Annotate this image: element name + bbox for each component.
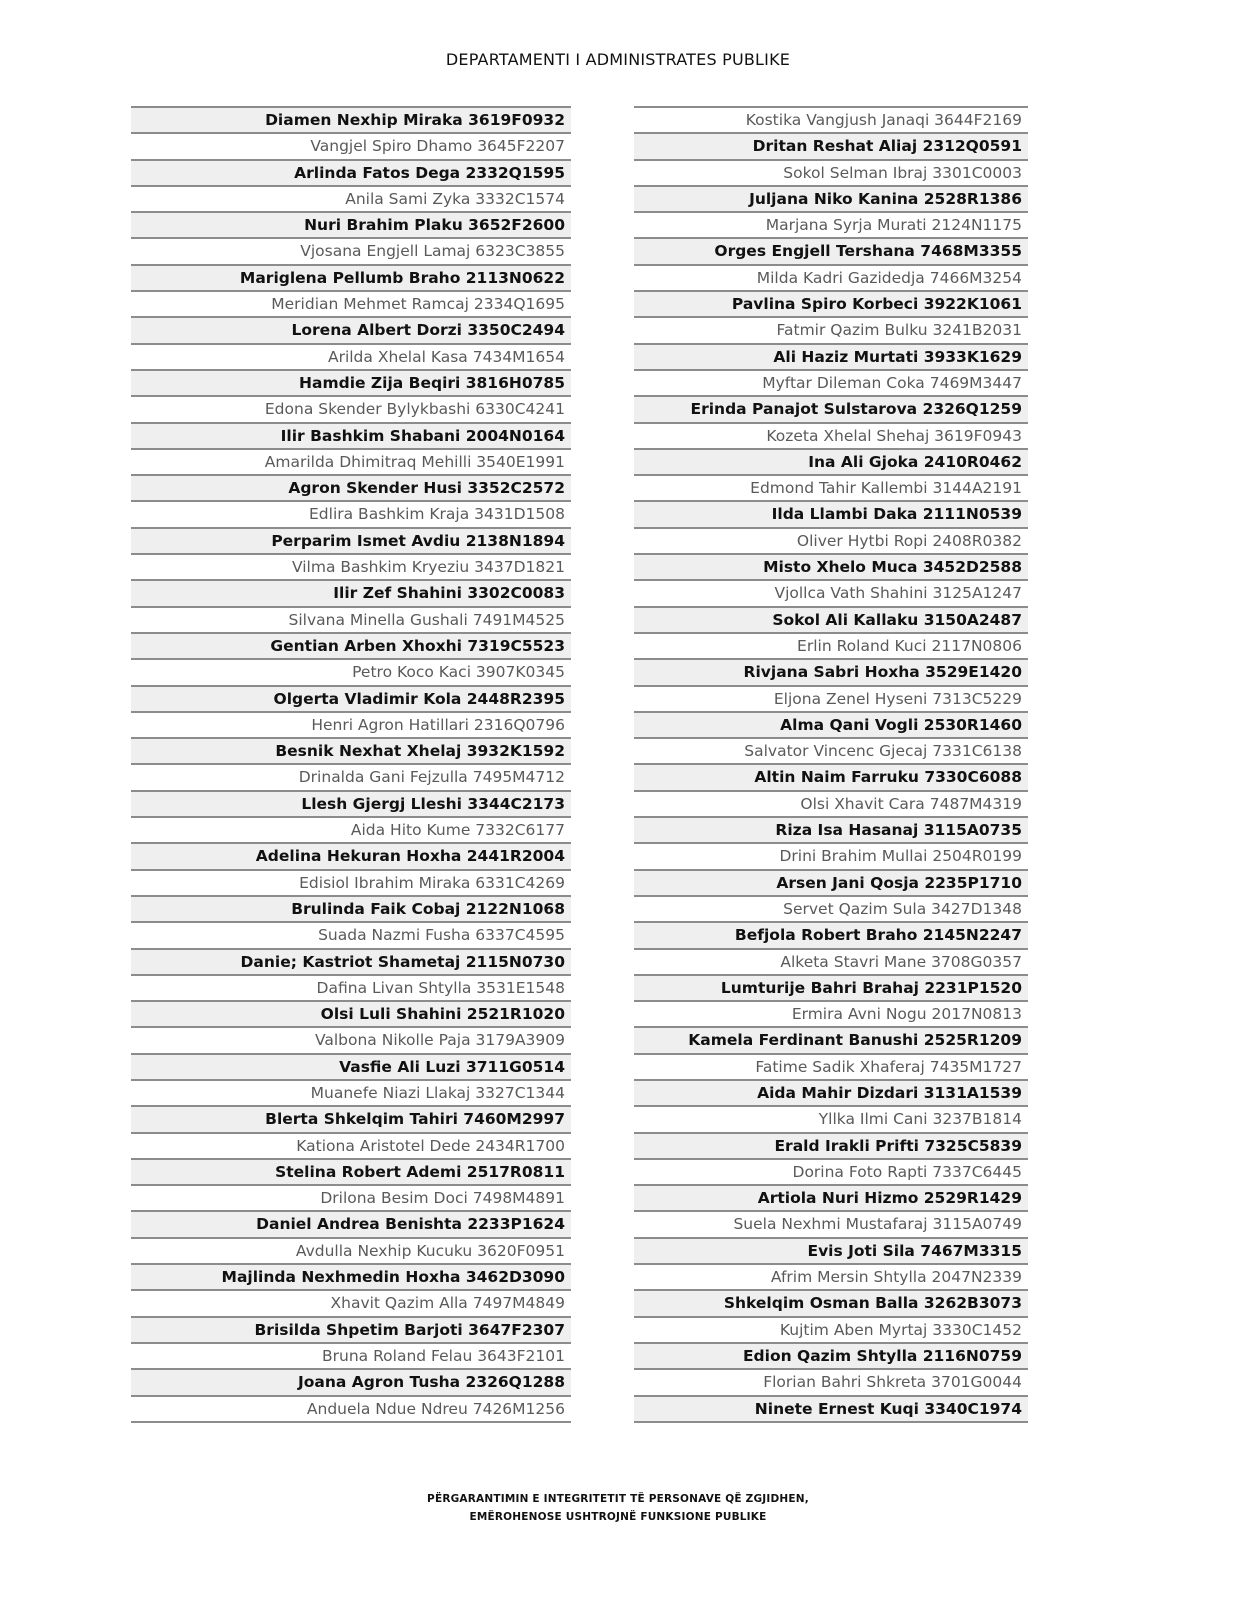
left-list-row: Danie; Kastriot Shametaj 2115N0730	[131, 948, 571, 974]
left-list-row: Anila Sami Zyka 3332C1574	[131, 185, 571, 211]
left-list-row: Arlinda Fatos Dega 2332Q1595	[131, 159, 571, 185]
right-list-row: Ermira Avni Nogu 2017N0813	[634, 1000, 1028, 1026]
left-list-row: Valbona Nikolle Paja 3179A3909	[131, 1026, 571, 1052]
right-list-row: Alketa Stavri Mane 3708G0357	[634, 948, 1028, 974]
page-title: DEPARTAMENTI I ADMINISTRATES PUBLIKE	[445, 50, 791, 69]
right-list-row: Misto Xhelo Muca 3452D2588	[634, 553, 1028, 579]
left-list-row: Vangjel Spiro Dhamo 3645F2207	[131, 132, 571, 158]
left-list-row: Drilona Besim Doci 7498M4891	[131, 1184, 571, 1210]
left-list-row: Stelina Robert Ademi 2517R0811	[131, 1158, 571, 1184]
left-list-row: Vilma Bashkim Kryeziu 3437D1821	[131, 553, 571, 579]
right-list-row: Riza Isa Hasanaj 3115A0735	[634, 816, 1028, 842]
left-list-row: Henri Agron Hatillari 2316Q0796	[131, 711, 571, 737]
left-list-row: Petro Koco Kaci 3907K0345	[131, 658, 571, 684]
left-list-bottom-rule	[131, 1421, 571, 1423]
left-list-row: Vjosana Engjell Lamaj 6323C3855	[131, 237, 571, 263]
right-list-row: Orges Engjell Tershana 7468M3355	[634, 237, 1028, 263]
right-list-bottom-rule	[634, 1421, 1028, 1423]
left-list-row: Llesh Gjergj Lleshi 3344C2173	[131, 790, 571, 816]
left-list-row: Olgerta Vladimir Kola 2448R2395	[131, 685, 571, 711]
right-list-row: Vjollca Vath Shahini 3125A1247	[634, 579, 1028, 605]
right-list-row: Dorina Foto Rapti 7337C6445	[634, 1158, 1028, 1184]
right-list-row: Olsi Xhavit Cara 7487M4319	[634, 790, 1028, 816]
left-list-row: Agron Skender Husi 3352C2572	[131, 474, 571, 500]
left-list-row: Meridian Mehmet Ramcaj 2334Q1695	[131, 290, 571, 316]
right-list-row: Dritan Reshat Aliaj 2312Q0591	[634, 132, 1028, 158]
right-list-row: Milda Kadri Gazidedja 7466M3254	[634, 264, 1028, 290]
right-list-row: Yllka Ilmi Cani 3237B1814	[634, 1105, 1028, 1131]
right-list-row: Kozeta Xhelal Shehaj 3619F0943	[634, 422, 1028, 448]
right-list-row: Ali Haziz Murtati 3933K1629	[634, 343, 1028, 369]
right-list-row: Myftar Dileman Coka 7469M3447	[634, 369, 1028, 395]
right-list-row: Ina Ali Gjoka 2410R0462	[634, 448, 1028, 474]
left-list-row: Edisiol Ibrahim Miraka 6331C4269	[131, 869, 571, 895]
right-list-row: Altin Naim Farruku 7330C6088	[634, 763, 1028, 789]
right-list-row: Drini Brahim Mullai 2504R0199	[634, 842, 1028, 868]
left-list-row: Aida Hito Kume 7332C6177	[131, 816, 571, 842]
right-list-row: Edion Qazim Shtylla 2116N0759	[634, 1342, 1028, 1368]
right-list-row: Oliver Hytbi Ropi 2408R0382	[634, 527, 1028, 553]
right-list-row: Kamela Ferdinant Banushi 2525R1209	[634, 1026, 1028, 1052]
right-list-row: Kostika Vangjush Janaqi 3644F2169	[634, 106, 1028, 132]
left-list-row: Olsi Luli Shahini 2521R1020	[131, 1000, 571, 1026]
right-list-row: Florian Bahri Shkreta 3701G0044	[634, 1368, 1028, 1394]
left-list-row: Avdulla Nexhip Kucuku 3620F0951	[131, 1237, 571, 1263]
left-list-row: Lorena Albert Dorzi 3350C2494	[131, 316, 571, 342]
left-list-row: Daniel Andrea Benishta 2233P1624	[131, 1210, 571, 1236]
right-list-row: Kujtim Aben Myrtaj 3330C1452	[634, 1316, 1028, 1342]
right-list-row: Shkelqim Osman Balla 3262B3073	[634, 1289, 1028, 1315]
right-list-row: Alma Qani Vogli 2530R1460	[634, 711, 1028, 737]
right-list-row: Ilda Llambi Daka 2111N0539	[634, 500, 1028, 526]
right-list-row: Arsen Jani Qosja 2235P1710	[634, 869, 1028, 895]
right-list-row: Suela Nexhmi Mustafaraj 3115A0749	[634, 1210, 1028, 1236]
left-list-row: Muanefe Niazi Llakaj 3327C1344	[131, 1079, 571, 1105]
left-list-row: Brisilda Shpetim Barjoti 3647F2307	[131, 1316, 571, 1342]
left-list-row: Joana Agron Tusha 2326Q1288	[131, 1368, 571, 1394]
left-list-row: Brulinda Faik Cobaj 2122N1068	[131, 895, 571, 921]
left-list-row: Anduela Ndue Ndreu 7426M1256	[131, 1395, 571, 1421]
right-list-row: Rivjana Sabri Hoxha 3529E1420	[634, 658, 1028, 684]
left-list-row: Arilda Xhelal Kasa 7434M1654	[131, 343, 571, 369]
right-list-row: Juljana Niko Kanina 2528R1386	[634, 185, 1028, 211]
left-list-row: Gentian Arben Xhoxhi 7319C5523	[131, 632, 571, 658]
right-list-row: Befjola Robert Braho 2145N2247	[634, 921, 1028, 947]
left-list-row: Drinalda Gani Fejzulla 7495M4712	[131, 763, 571, 789]
left-list-row: Silvana Minella Gushali 7491M4525	[131, 606, 571, 632]
right-list-row: Sokol Selman Ibraj 3301C0003	[634, 159, 1028, 185]
right-list-row: Afrim Mersin Shtylla 2047N2339	[634, 1263, 1028, 1289]
right-list-row: Edmond Tahir Kallembi 3144A2191	[634, 474, 1028, 500]
left-list-row: Perparim Ismet Avdiu 2138N1894	[131, 527, 571, 553]
right-list-row: Erinda Panajot Sulstarova 2326Q1259	[634, 395, 1028, 421]
left-list-row: Amarilda Dhimitraq Mehilli 3540E1991	[131, 448, 571, 474]
left-list-row: Mariglena Pellumb Braho 2113N0622	[131, 264, 571, 290]
left-list-row: Blerta Shkelqim Tahiri 7460M2997	[131, 1105, 571, 1131]
right-list-row: Erald Irakli Prifti 7325C5839	[634, 1132, 1028, 1158]
right-list-row: Ninete Ernest Kuqi 3340C1974	[634, 1395, 1028, 1421]
footer-line-1: PËRGARANTIMIN E INTEGRITETIT TË PERSONAVE QË ZGJIDHEN,	[427, 1493, 809, 1505]
right-list-row: Servet Qazim Sula 3427D1348	[634, 895, 1028, 921]
left-list-row: Suada Nazmi Fusha 6337C4595	[131, 921, 571, 947]
left-list-row: Kationa Aristotel Dede 2434R1700	[131, 1132, 571, 1158]
right-name-list	[634, 106, 1028, 1423]
left-list-row: Edlira Bashkim Kraja 3431D1508	[131, 500, 571, 526]
right-list-row: Pavlina Spiro Korbeci 3922K1061	[634, 290, 1028, 316]
right-list-row: Artiola Nuri Hizmo 2529R1429	[634, 1184, 1028, 1210]
left-list-row: Adelina Hekuran Hoxha 2441R2004	[131, 842, 571, 868]
right-list-row: Marjana Syrja Murati 2124N1175	[634, 211, 1028, 237]
left-name-list	[131, 106, 571, 1423]
right-list-row: Sokol Ali Kallaku 3150A2487	[634, 606, 1028, 632]
right-list-row: Aida Mahir Dizdari 3131A1539	[634, 1079, 1028, 1105]
left-list-row: Besnik Nexhat Xhelaj 3932K1592	[131, 737, 571, 763]
left-list-row: Nuri Brahim Plaku 3652F2600	[131, 211, 571, 237]
left-list-row: Ilir Zef Shahini 3302C0083	[131, 579, 571, 605]
left-list-row: Majlinda Nexhmedin Hoxha 3462D3090	[131, 1263, 571, 1289]
left-list-row: Edona Skender Bylykbashi 6330C4241	[131, 395, 571, 421]
footer	[0, 1490, 1236, 1526]
left-list-row: Ilir Bashkim Shabani 2004N0164	[131, 422, 571, 448]
right-list-row: Lumturije Bahri Brahaj 2231P1520	[634, 974, 1028, 1000]
right-list-row: Fatime Sadik Xhaferaj 7435M1727	[634, 1053, 1028, 1079]
right-list-row: Evis Joti Sila 7467M3315	[634, 1237, 1028, 1263]
right-list-row: Fatmir Qazim Bulku 3241B2031	[634, 316, 1028, 342]
footer-line-2: EMËROHENOSE USHTROJNË FUNKSIONE PUBLIKE	[469, 1511, 767, 1523]
right-list-row: Erlin Roland Kuci 2117N0806	[634, 632, 1028, 658]
left-list-row: Diamen Nexhip Miraka 3619F0932	[131, 106, 571, 132]
left-list-row: Dafina Livan Shtylla 3531E1548	[131, 974, 571, 1000]
left-list-row: Xhavit Qazim Alla 7497M4849	[131, 1289, 571, 1315]
right-list-row: Eljona Zenel Hyseni 7313C5229	[634, 685, 1028, 711]
left-list-row: Vasfie Ali Luzi 3711G0514	[131, 1053, 571, 1079]
left-list-row: Bruna Roland Felau 3643F2101	[131, 1342, 571, 1368]
left-list-row: Hamdie Zija Beqiri 3816H0785	[131, 369, 571, 395]
right-list-row: Salvator Vincenc Gjecaj 7331C6138	[634, 737, 1028, 763]
